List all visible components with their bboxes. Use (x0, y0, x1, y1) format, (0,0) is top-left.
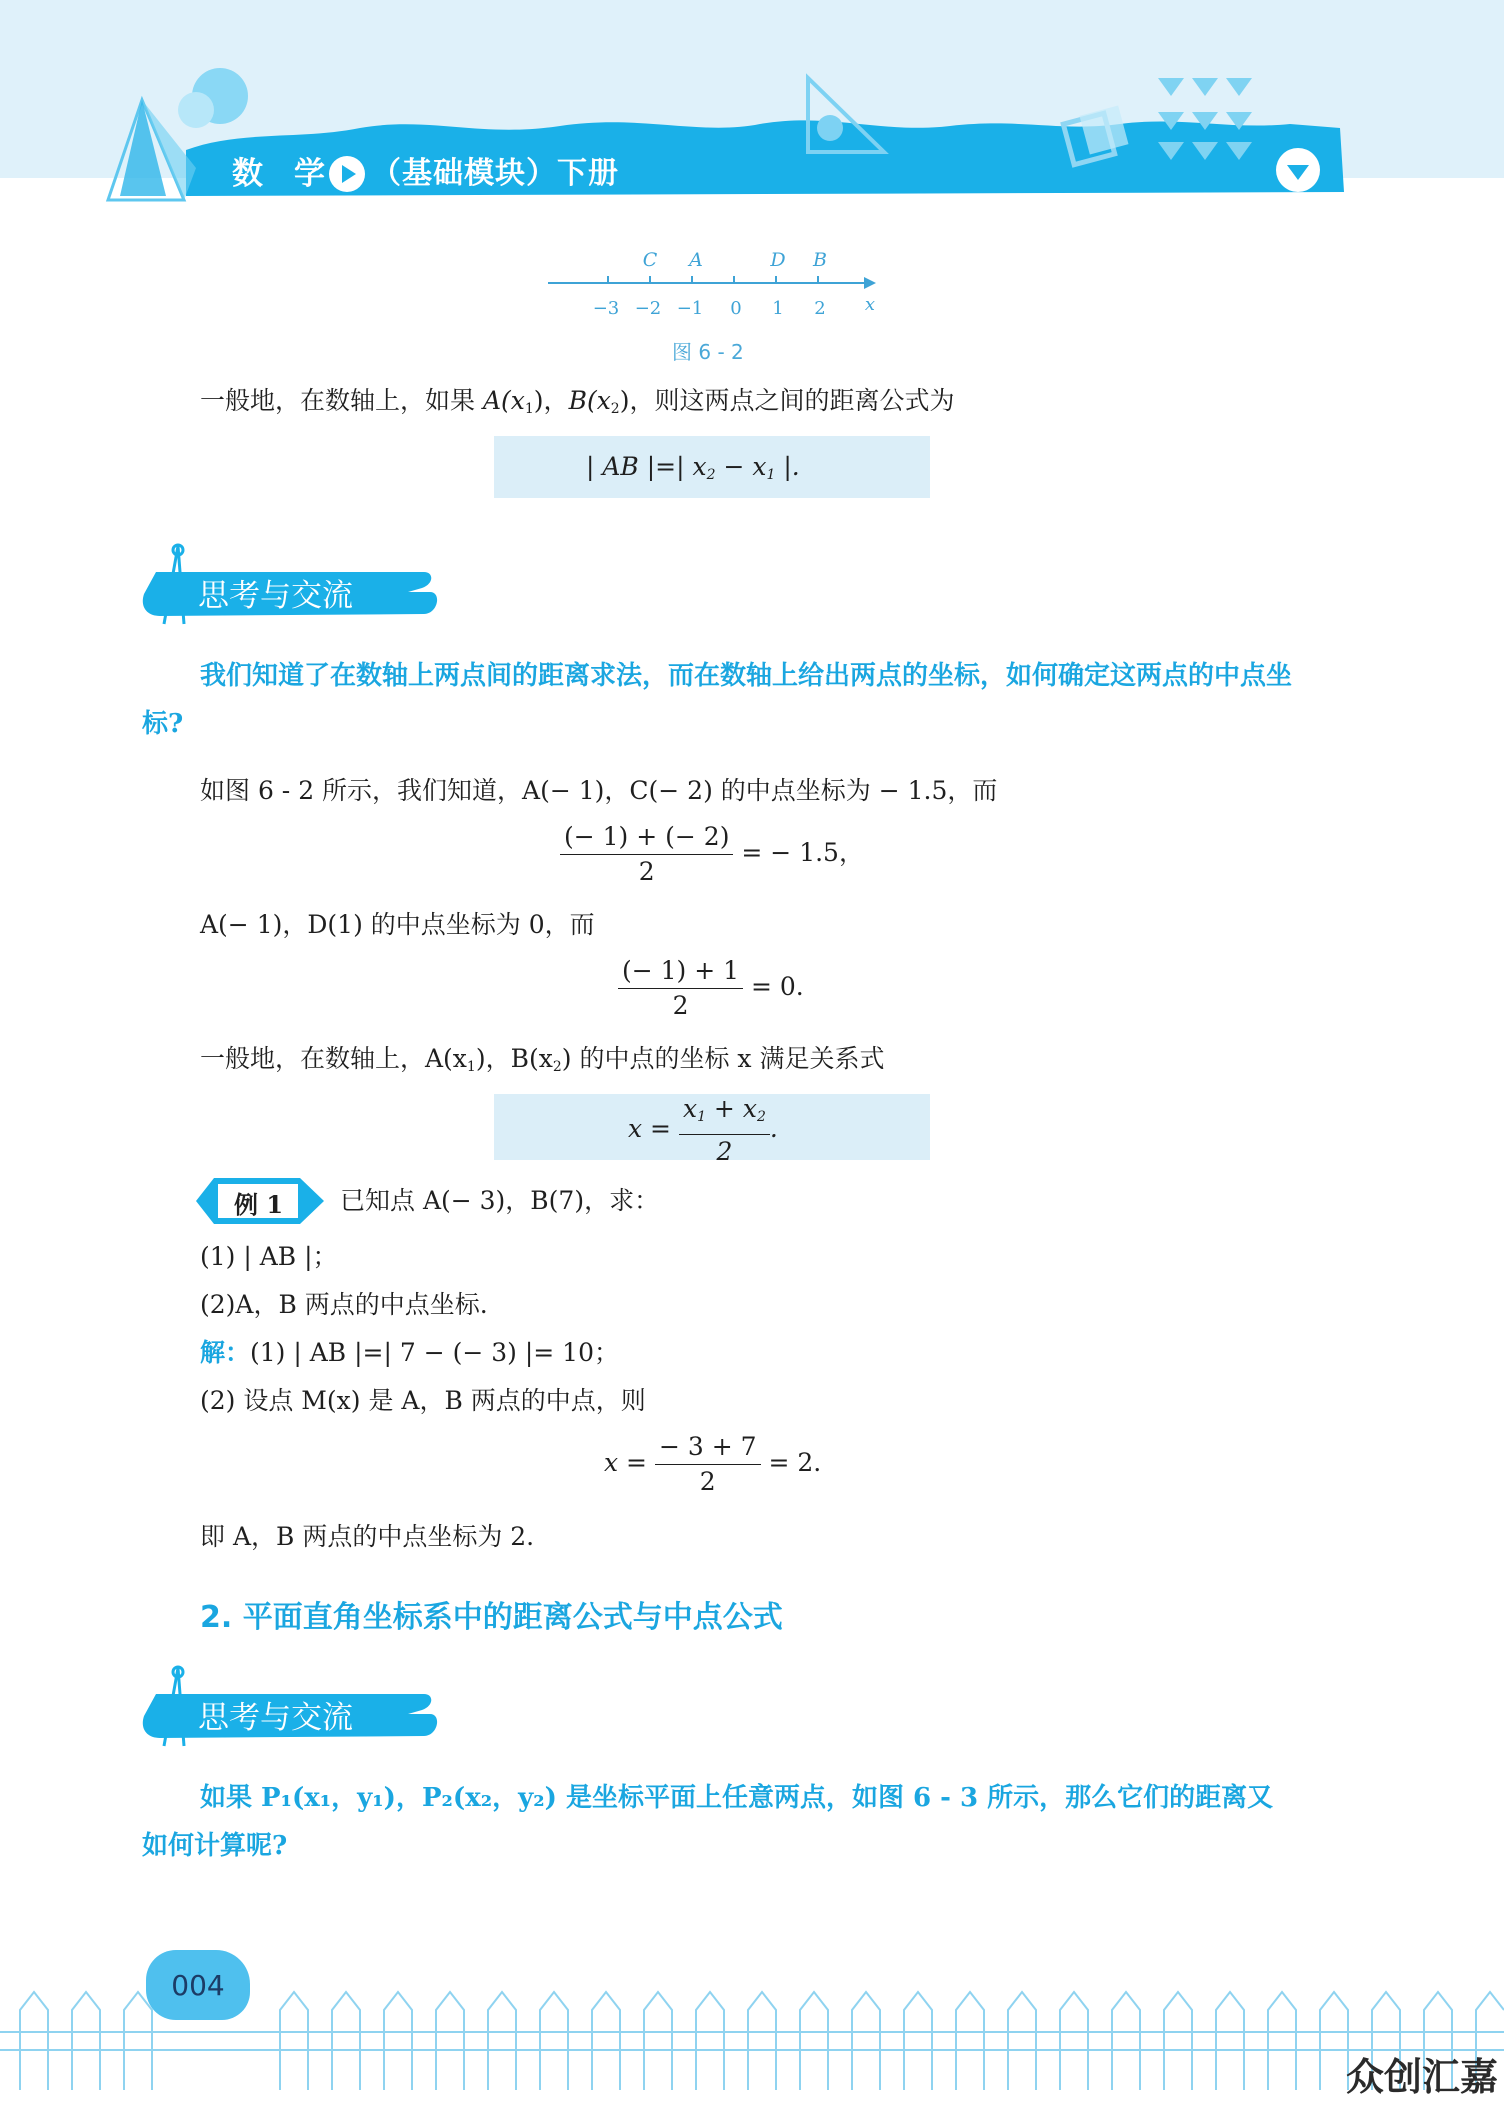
paragraph-midpoint-2: A(− 1)，D(1) 的中点坐标为 0，而 (200, 910, 595, 939)
solution-label: 解： (200, 1338, 251, 1367)
example-question-1: (1) | AB |； (200, 1242, 338, 1271)
formula-midpoint-2: $\frac{(- 1) + 1}{2}$ = 0. (618, 956, 804, 1021)
example-question-2: (2)A，B 两点的中点坐标. (200, 1290, 488, 1319)
watermark: 众创汇嘉 (1346, 2055, 1499, 2099)
midpoint-formula: x = $\frac{x_1 + x_2}{2}$ . (628, 1094, 778, 1166)
paragraph-general-midpoint: 一般地，在数轴上，$A(x_1)$，$B(x_2)$ 的中点的坐标 x 满足关系式 (200, 1044, 885, 1075)
figure-caption: 图 6 - 2 (672, 340, 744, 364)
page-number: 004 (146, 1950, 250, 2020)
tick-label: −3 (592, 298, 620, 319)
point-label-c: C (642, 249, 658, 271)
example-statement: 已知点 A(− 3)，B(7)，求： (340, 1186, 660, 1215)
book-title (232, 151, 619, 197)
tick-label: −1 (676, 298, 704, 319)
subject-label: 数 学 (232, 156, 325, 192)
solution-conclusion: 即 A，B 两点的中点坐标为 2. (200, 1522, 535, 1551)
point-label-d: D (770, 249, 786, 271)
think-banner-label: 思考与交流 (198, 578, 353, 614)
think-banner-label: 思考与交流 (198, 1700, 353, 1736)
solution-line-2: (2) 设点 M(x) 是 A，B 两点的中点，则 (200, 1386, 646, 1415)
point-label-b: B (813, 249, 827, 271)
number-line-figure (540, 238, 900, 328)
chevron-down-icon (1276, 148, 1320, 192)
header-decoration (0, 0, 1504, 240)
play-icon (329, 156, 365, 192)
formula-midpoint-1: $\frac{(- 1) + (- 2)}{2}$ = − 1.5， (560, 822, 864, 887)
axis-label-x: x (864, 294, 876, 315)
example-label: 例 1 (234, 1190, 284, 1219)
section-heading: 2. 平面直角坐标系中的距离公式与中点公式 (200, 1600, 783, 1635)
solution-formula: x = $\frac{- 3 + 7}{2}$ = 2. (604, 1432, 822, 1496)
solution-line-1: 解：(1) | AB |=| 7 − (− 3) |= 10； (200, 1338, 619, 1367)
book-subtitle: （基础模块）下册 (371, 156, 619, 191)
question-midpoint: 我们知道了在数轴上两点间的距离求法，而在数轴上给出两点的坐标，如何确定这两点的中点坐标? (142, 661, 1293, 739)
paragraph-midpoint-1: 如图 6 - 2 所示，我们知道，A(− 1)，C(− 2) 的中点坐标为 − 1.5，而 (200, 776, 998, 805)
tick-label: 1 (772, 298, 784, 319)
distance-formula: | AB |=| $x_2 - x_1$ |. (586, 452, 800, 483)
tick-label: 0 (730, 298, 742, 319)
point-label-a: A (689, 249, 703, 271)
tick-label: −2 (634, 298, 662, 319)
question-plane-distance: 如果 P₁(x₁，y₁)，P₂(x₂，y₂) 是坐标平面上任意两点，如图 6 - 3 所示，那么它们的距离又如何计算呢? (142, 1783, 1274, 1861)
tick-label: 2 (814, 298, 826, 319)
paragraph-distance-intro: 一般地，在数轴上，如果 $A(x_1)$，$B(x_2)$，则这两点之间的距离公式为 (200, 386, 955, 417)
